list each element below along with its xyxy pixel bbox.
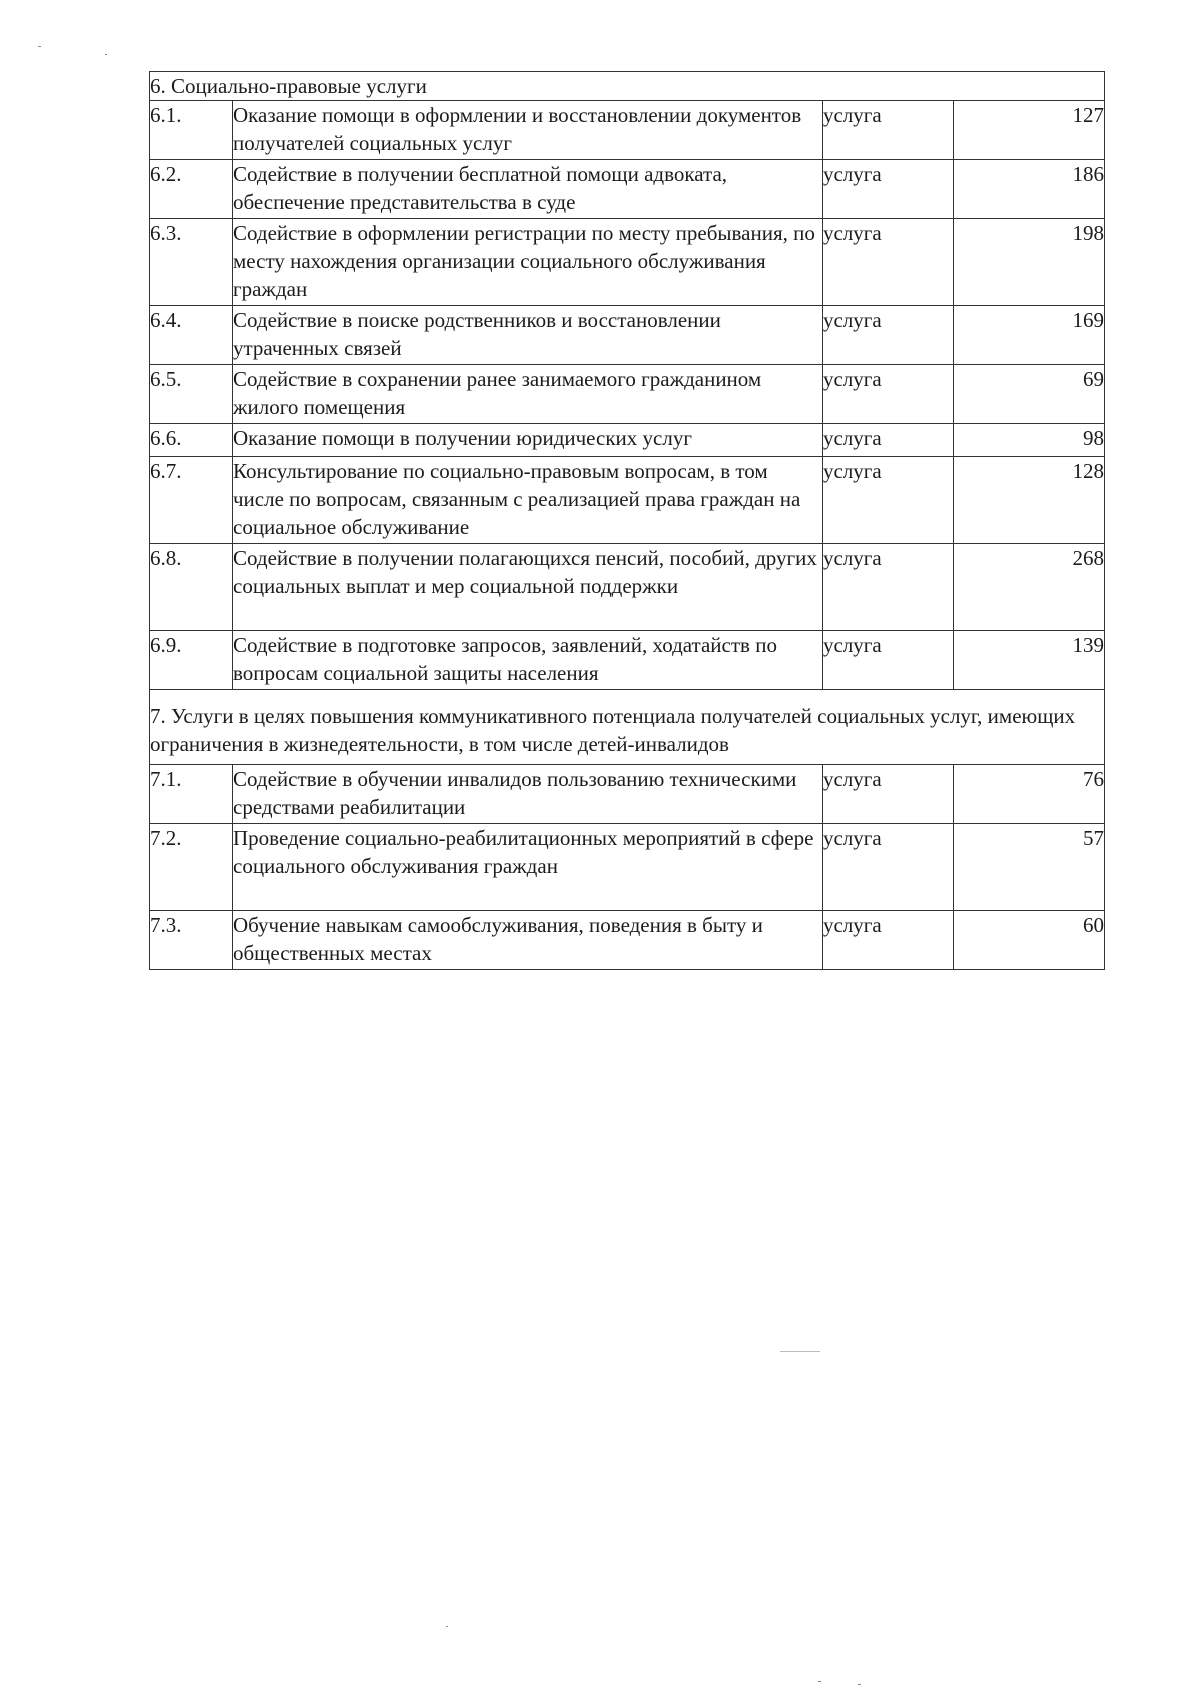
unit-of-measure: услуга: [823, 160, 954, 219]
service-value: 139: [954, 631, 1105, 690]
unit-of-measure: услуга: [823, 365, 954, 424]
section-title: 6. Социально-правовые услуги: [150, 72, 1105, 101]
unit-of-measure: услуга: [823, 424, 954, 457]
service-value: 127: [954, 101, 1105, 160]
service-name: Содействие в получении полагающихся пенсий, пособий, других социальных выплат и мер социальной поддержки: [233, 544, 823, 631]
scan-speck: [858, 1684, 861, 1685]
row-number: 6.3.: [150, 219, 233, 306]
service-name: Проведение социально-реабилитационных мероприятий в сфере социального обслуживания граждан: [233, 824, 823, 911]
service-value: 169: [954, 306, 1105, 365]
service-value: 57: [954, 824, 1105, 911]
unit-of-measure: услуга: [823, 101, 954, 160]
service-name: Оказание помощи в получении юридических услуг: [233, 424, 823, 457]
table-row: [150, 160, 1105, 219]
service-name: Содействие в оформлении регистрации по месту пребывания, по месту нахождения организации социального обслуживания граждан: [233, 219, 823, 306]
unit-of-measure: услуга: [823, 219, 954, 306]
section-header-row: [150, 72, 1105, 101]
table-row: [150, 911, 1105, 970]
row-number: 6.6.: [150, 424, 233, 457]
row-number: 6.2.: [150, 160, 233, 219]
table-row: [150, 824, 1105, 911]
unit-of-measure: услуга: [823, 824, 954, 911]
table-row: [150, 306, 1105, 365]
service-value: 128: [954, 457, 1105, 544]
scan-speck: [38, 46, 41, 47]
service-name: Содействие в сохранении ранее занимаемого гражданином жилого помещения: [233, 365, 823, 424]
table-row: [150, 424, 1105, 457]
service-value: 268: [954, 544, 1105, 631]
service-value: 98: [954, 424, 1105, 457]
service-value: 69: [954, 365, 1105, 424]
row-number: 6.7.: [150, 457, 233, 544]
row-number: 7.1.: [150, 765, 233, 824]
scan-speck: [446, 1626, 448, 1627]
service-name: Оказание помощи в оформлении и восстановлении документов получателей социальных услуг: [233, 101, 823, 160]
service-name: Содействие в поиске родственников и восстановлении утраченных связей: [233, 306, 823, 365]
row-number: 6.1.: [150, 101, 233, 160]
service-name: Консультирование по социально-правовым вопросам, в том числе по вопросам, связанным с реализацией права граждан на социальное обслуживание: [233, 457, 823, 544]
unit-of-measure: услуга: [823, 457, 954, 544]
service-name: Содействие в обучении инвалидов пользованию техническими средствами реабилитации: [233, 765, 823, 824]
table-row: [150, 101, 1105, 160]
service-name: Содействие в получении бесплатной помощи адвоката, обеспечение представительства в суде: [233, 160, 823, 219]
section-title: 7. Услуги в целях повышения коммуникативного потенциала получателей социальных услуг, имеющих ограничения в жизнедеятельности, в том числе детей-инвалидов: [150, 690, 1105, 765]
scan-speck: [105, 54, 107, 55]
table-row: [150, 544, 1105, 631]
table-row: [150, 457, 1105, 544]
unit-of-measure: услуга: [823, 306, 954, 365]
row-number: 6.4.: [150, 306, 233, 365]
unit-of-measure: услуга: [823, 911, 954, 970]
row-number: 6.9.: [150, 631, 233, 690]
service-value: 198: [954, 219, 1105, 306]
unit-of-measure: услуга: [823, 544, 954, 631]
unit-of-measure: услуга: [823, 765, 954, 824]
table-row: [150, 631, 1105, 690]
table-row: [150, 365, 1105, 424]
service-value: 186: [954, 160, 1105, 219]
row-number: 6.8.: [150, 544, 233, 631]
service-name: Содействие в подготовке запросов, заявлений, ходатайств по вопросам социальной защиты населения: [233, 631, 823, 690]
table-row: [150, 765, 1105, 824]
service-value: 76: [954, 765, 1105, 824]
row-number: 7.3.: [150, 911, 233, 970]
scan-speck: [818, 1681, 821, 1682]
services-table: [149, 71, 1105, 970]
table-row: [150, 219, 1105, 306]
service-value: 60: [954, 911, 1105, 970]
row-number: 7.2.: [150, 824, 233, 911]
unit-of-measure: услуга: [823, 631, 954, 690]
service-name: Обучение навыкам самообслуживания, поведения в быту и общественных местах: [233, 911, 823, 970]
scan-speck: [780, 1351, 820, 1352]
section-header-row: [150, 690, 1105, 765]
row-number: 6.5.: [150, 365, 233, 424]
